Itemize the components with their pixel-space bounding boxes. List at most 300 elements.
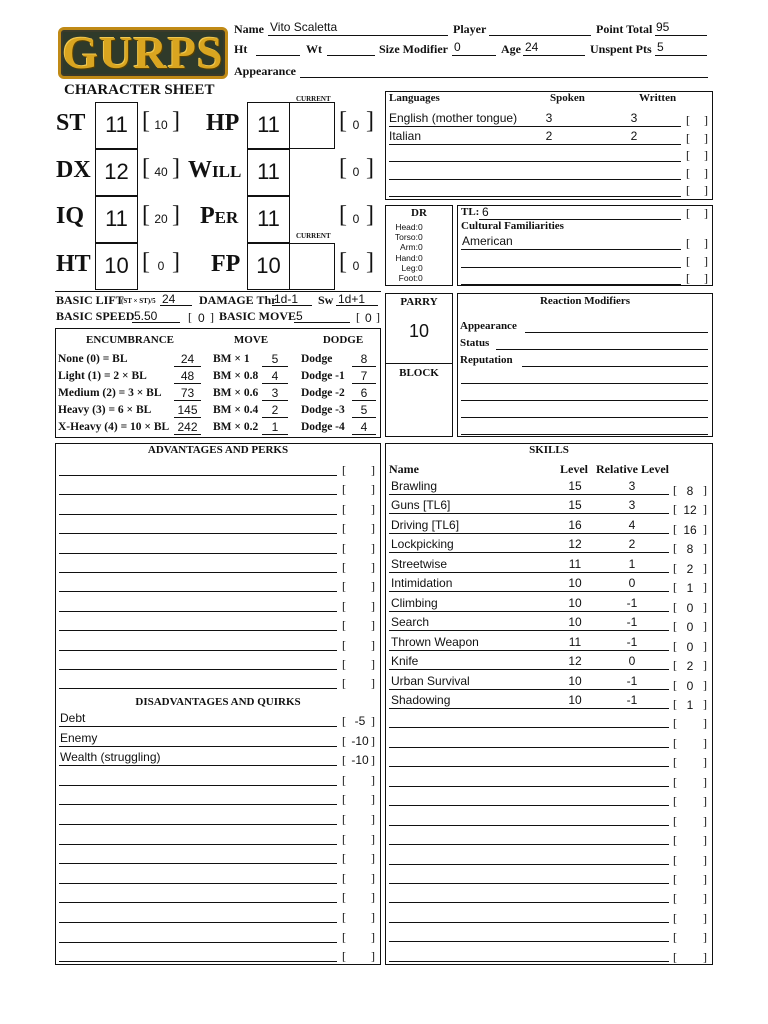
skill-level: 10	[568, 576, 582, 591]
advantage-line[interactable]	[59, 688, 337, 689]
divider-top	[55, 291, 381, 292]
skill-name: Shadowing	[391, 692, 451, 707]
current-label-top: CURRENT	[296, 95, 331, 103]
disadvantage-line[interactable]	[59, 785, 337, 786]
disadvantage-close-bracket: ]	[371, 753, 375, 768]
hp-current-box[interactable]	[289, 102, 335, 149]
skill-close-bracket: ]	[703, 638, 707, 653]
skill-level: 10	[568, 615, 582, 630]
skill-open-bracket: [	[673, 813, 677, 828]
advantage-close-bracket: ]	[371, 560, 375, 574]
basic-lift-value: 24	[162, 292, 176, 306]
dodge-value: 4	[360, 420, 368, 434]
dx-cost: 40	[154, 165, 168, 179]
move-field[interactable]	[262, 366, 288, 367]
disadvantage-name: Enemy	[60, 730, 98, 745]
ht-attr-label: HT	[56, 251, 91, 277]
skill-close-bracket: ]	[703, 794, 707, 809]
skill-close-bracket: ]	[703, 541, 707, 556]
skill-open-bracket: [	[673, 910, 677, 925]
basic-speed-cost: 0	[198, 311, 205, 325]
disadvantage-close-bracket: ]	[371, 949, 375, 964]
skill-close-bracket: ]	[703, 696, 707, 711]
disadvantage-line[interactable]	[59, 942, 337, 943]
encumbrance-bl-field[interactable]	[174, 417, 201, 418]
skill-name: Thrown Weapon	[391, 634, 479, 649]
parry-label: PARRY	[400, 296, 438, 308]
dr-location-value[interactable]: 0	[418, 242, 423, 253]
per-close-bracket: ]	[366, 202, 374, 228]
disadvantage-line[interactable]	[59, 824, 337, 825]
age-field[interactable]	[523, 55, 585, 56]
basic-move-close-bracket: ]	[376, 310, 380, 324]
move-field[interactable]	[262, 417, 288, 418]
skill-line[interactable]	[389, 572, 669, 573]
written-label: Written	[639, 92, 677, 104]
disadvantage-line[interactable]	[59, 726, 337, 727]
ht-close-bracket: ]	[172, 249, 180, 275]
cultural-close-bracket: ]	[704, 271, 708, 285]
move-formula-label: BM × 0.6	[213, 387, 259, 399]
skill-open-bracket: [	[673, 483, 677, 497]
advantage-open-bracket: [	[342, 560, 346, 574]
player-field[interactable]	[489, 35, 591, 36]
ht-cost: 0	[157, 259, 165, 273]
skill-relative: 3	[628, 479, 636, 493]
fp-cost: 0	[352, 259, 360, 273]
encumbrance-level-label: None (0) = BL	[58, 353, 128, 365]
skill-line[interactable]	[389, 766, 669, 767]
ht-label: Ht	[234, 42, 248, 56]
skill-close-bracket: ]	[703, 658, 707, 673]
disadvantage-line[interactable]	[59, 863, 337, 864]
disadvantage-line[interactable]	[59, 746, 337, 747]
skill-line[interactable]	[389, 864, 669, 865]
skill-relative: -1	[626, 634, 638, 649]
skill-line[interactable]	[389, 922, 669, 923]
unspent-value: 5	[657, 40, 664, 54]
advantage-line[interactable]	[59, 514, 337, 515]
skill-line[interactable]	[389, 902, 669, 903]
disadvantage-open-bracket: [	[342, 831, 346, 846]
st-cost: 10	[154, 118, 168, 132]
st-label: ST	[56, 110, 86, 136]
tl-close-bracket: ]	[704, 206, 708, 220]
language-line[interactable]	[389, 179, 681, 180]
reaction-status-label: Status	[460, 337, 490, 349]
skills-relative-label: Relative Level	[596, 462, 669, 476]
skill-close-bracket: ]	[703, 910, 707, 925]
disadvantage-open-bracket: [	[342, 910, 346, 924]
advantage-line[interactable]	[59, 591, 337, 592]
fp-label: FP	[211, 251, 241, 277]
iq-close-bracket: ]	[172, 202, 180, 228]
skill-open-bracket: [	[673, 774, 677, 789]
skill-open-bracket: [	[673, 599, 677, 614]
disadvantages-title: DISADVANTAGES AND QUIRKS	[135, 696, 301, 708]
language-open-bracket: [	[686, 130, 690, 145]
dr-location-label: Arm:	[400, 242, 418, 253]
skills-title: SKILLS	[529, 444, 569, 456]
skill-cost: 2	[686, 561, 694, 576]
ht-open-bracket: [	[142, 249, 150, 275]
iq-open-bracket: [	[142, 202, 150, 228]
dodge-formula-label: Dodge	[301, 353, 333, 365]
dodge-field[interactable]	[352, 434, 376, 435]
move-formula-label: BM × 0.2	[213, 421, 259, 433]
encumbrance-bl-value: 242	[177, 420, 198, 434]
disadvantage-line[interactable]	[59, 765, 337, 766]
unspent-field[interactable]	[655, 55, 707, 56]
dr-title: DR	[411, 207, 427, 219]
skill-open-bracket: [	[673, 755, 677, 770]
skill-line[interactable]	[389, 727, 669, 728]
dodge-formula-label: Dodge -2	[301, 387, 345, 399]
skill-close-bracket: ]	[703, 560, 707, 575]
language-written: 3	[630, 111, 638, 125]
point-total-label: Point Total	[596, 22, 653, 36]
hp-value: 11	[257, 112, 280, 137]
hp-cost: 0	[352, 118, 360, 132]
advantage-line[interactable]	[59, 572, 337, 573]
disadvantage-open-bracket: [	[342, 870, 346, 885]
move-field[interactable]	[262, 400, 288, 401]
unspent-label: Unspent Pts	[590, 42, 652, 56]
dr-location-value[interactable]: 0	[418, 222, 423, 232]
cultural-open-bracket: [	[686, 236, 690, 250]
disadvantage-line[interactable]	[59, 902, 337, 903]
advantage-line[interactable]	[59, 533, 337, 534]
age-value: 24	[525, 40, 539, 54]
reaction-reputation-field[interactable]	[522, 366, 708, 367]
skill-level: 11	[568, 634, 582, 649]
disadvantage-close-bracket: ]	[371, 910, 375, 924]
skill-line[interactable]	[389, 805, 669, 806]
st-open-bracket: [	[142, 108, 150, 134]
skill-open-bracket: [	[673, 658, 677, 673]
skill-line[interactable]	[389, 883, 669, 884]
skill-close-bracket: ]	[703, 677, 707, 692]
hp-open-bracket: [	[339, 108, 347, 134]
move-value: 4	[271, 369, 279, 383]
skill-relative: -1	[626, 595, 638, 610]
encumbrance-bl-field[interactable]	[174, 434, 201, 435]
disadvantage-open-bracket: [	[342, 851, 346, 866]
language-close-bracket: ]	[704, 130, 708, 145]
name-field[interactable]	[268, 35, 448, 36]
cultural-close-bracket: ]	[704, 253, 708, 268]
language-name: English (mother tongue)	[389, 111, 518, 125]
skill-level: 16	[568, 517, 582, 532]
languages-panel	[385, 91, 713, 200]
damage-label: DAMAGE Thr	[199, 293, 277, 307]
skill-open-bracket: [	[673, 560, 677, 575]
language-open-bracket: [	[686, 148, 690, 162]
skill-line[interactable]	[389, 611, 669, 612]
skill-line[interactable]	[389, 708, 669, 709]
disadvantage-line[interactable]	[59, 883, 337, 884]
size-modifier-value: 0	[454, 40, 461, 54]
move-value: 3	[271, 386, 279, 400]
disadvantage-close-bracket: ]	[371, 792, 375, 807]
skill-line[interactable]	[389, 513, 669, 514]
skill-open-bracket: [	[673, 619, 677, 634]
disadvantage-close-bracket: ]	[371, 890, 375, 905]
dodge-formula-label: Dodge -4	[301, 421, 345, 433]
skill-name: Brawling	[391, 479, 438, 493]
advantage-close-bracket: ]	[371, 579, 375, 594]
appearance-label: Appearance	[234, 64, 296, 78]
skill-close-bracket: ]	[703, 483, 707, 497]
skill-line[interactable]	[389, 494, 669, 495]
block-label: BLOCK	[399, 367, 439, 379]
dodge-value: 5	[360, 403, 368, 417]
skill-line[interactable]	[389, 941, 669, 942]
reaction-line[interactable]	[461, 400, 708, 401]
dodge-field[interactable]	[352, 400, 376, 401]
basic-lift-label: BASIC LIFT	[56, 293, 124, 307]
skill-line[interactable]	[389, 747, 669, 748]
skill-close-bracket: ]	[703, 521, 707, 536]
skill-line[interactable]	[389, 689, 669, 690]
skill-relative: 0	[628, 654, 636, 669]
disadvantage-open-bracket: [	[342, 812, 346, 826]
dr-location-label: Leg:	[401, 262, 418, 273]
move-header: MOVE	[233, 334, 269, 346]
disadvantage-open-bracket: [	[342, 772, 346, 787]
skill-cost: 12	[683, 503, 697, 518]
encumbrance-level-label: X-Heavy (4) = 10 × BL	[58, 421, 170, 433]
advantage-line[interactable]	[59, 650, 337, 651]
iq-value: 11	[105, 206, 128, 231]
will-value: 11	[257, 159, 280, 184]
skill-relative: 2	[628, 537, 636, 552]
skill-level: 12	[568, 537, 582, 552]
dodge-field[interactable]	[352, 366, 376, 367]
reaction-status-field[interactable]	[496, 349, 708, 350]
gurps-logo	[58, 27, 228, 79]
encumbrance-bl-value: 73	[180, 386, 195, 400]
point-total-field[interactable]	[655, 35, 707, 36]
skill-cost: 16	[683, 522, 697, 537]
fp-value: 10	[256, 253, 281, 278]
skill-name: Knife	[391, 654, 419, 669]
skill-open-bracket: [	[673, 696, 677, 711]
dr-location-label: Foot:	[398, 273, 418, 283]
advantage-open-bracket: [	[342, 598, 346, 613]
advantage-line[interactable]	[59, 611, 337, 612]
skill-open-bracket: [	[673, 794, 677, 809]
advantage-line[interactable]	[59, 475, 337, 476]
per-cost: 0	[352, 212, 360, 226]
advantage-close-bracket: ]	[371, 676, 375, 691]
skill-line[interactable]	[389, 669, 669, 670]
sw-label: Sw	[318, 293, 334, 307]
basic-move-label: BASIC MOVE	[219, 309, 297, 323]
skill-line[interactable]	[389, 552, 669, 553]
size-modifier-field[interactable]	[452, 55, 496, 56]
age-label: Age	[501, 42, 521, 56]
will-label: Will	[188, 157, 242, 183]
encumbrance-bl-field[interactable]	[174, 383, 201, 384]
current-label-bottom: CURRENT	[296, 232, 331, 240]
skill-level: 10	[568, 673, 582, 688]
thrust-value: 1d-1	[274, 292, 299, 306]
skill-open-bracket: [	[673, 833, 677, 848]
advantage-open-bracket: [	[342, 463, 346, 477]
skill-level: 10	[568, 692, 582, 707]
cultural-title: Cultural Familiarities	[461, 220, 564, 232]
disadvantage-line[interactable]	[59, 844, 337, 845]
move-value: 2	[271, 403, 279, 417]
encumbrance-bl-field[interactable]	[174, 366, 201, 367]
encumbrance-level-label: Heavy (3) = 6 × BL	[58, 404, 152, 416]
skill-name: Lockpicking	[391, 537, 454, 552]
will-open-bracket: [	[339, 155, 347, 181]
reaction-appearance-field[interactable]	[525, 332, 708, 333]
skill-relative: -1	[626, 692, 638, 707]
advantage-close-bracket: ]	[371, 501, 375, 516]
cultural-value: American	[462, 234, 513, 248]
skill-line[interactable]	[389, 825, 669, 826]
skills-name-label: Name	[389, 462, 419, 476]
skill-relative: -1	[626, 615, 638, 630]
tl-open-bracket: [	[686, 206, 690, 220]
advantage-close-bracket: ]	[371, 598, 375, 613]
cultural-open-bracket: [	[686, 271, 690, 285]
skill-open-bracket: [	[673, 716, 677, 731]
cultural-line[interactable]	[461, 284, 681, 285]
encumbrance-bl-value: 145	[177, 403, 198, 417]
disadvantage-line[interactable]	[59, 804, 337, 805]
skill-close-bracket: ]	[703, 580, 707, 595]
disadvantage-open-bracket: [	[342, 949, 346, 964]
appearance-field[interactable]	[300, 77, 708, 78]
skill-cost: 0	[686, 620, 694, 635]
reaction-line[interactable]	[461, 434, 708, 435]
basic-speed-close-bracket: ]	[210, 310, 214, 324]
disadvantage-close-bracket: ]	[371, 714, 375, 728]
dx-close-bracket: ]	[172, 155, 180, 181]
skill-line[interactable]	[389, 650, 669, 651]
dodge-field[interactable]	[352, 383, 376, 384]
language-spoken: 2	[545, 128, 553, 143]
skill-relative: 3	[628, 498, 636, 513]
skill-cost: 1	[686, 697, 694, 712]
dodge-field[interactable]	[352, 417, 376, 418]
basic-speed-value: 5.50	[134, 309, 158, 323]
encumbrance-bl-field[interactable]	[174, 400, 201, 401]
skill-line[interactable]	[389, 533, 669, 534]
skill-close-bracket: ]	[703, 891, 707, 906]
fp-current-box[interactable]	[289, 243, 335, 290]
skill-close-bracket: ]	[703, 852, 707, 867]
reaction-line[interactable]	[461, 417, 708, 418]
dr-location-value[interactable]: 0	[418, 252, 423, 263]
skill-name: Intimidation	[391, 576, 453, 591]
skill-close-bracket: ]	[703, 735, 707, 750]
st-close-bracket: ]	[172, 108, 180, 134]
skill-cost: 0	[686, 678, 694, 693]
skill-open-bracket: [	[673, 872, 677, 886]
language-spoken: 3	[545, 111, 553, 125]
skill-relative: 4	[628, 517, 636, 532]
skill-relative: 0	[628, 576, 636, 591]
skill-open-bracket: [	[673, 541, 677, 556]
skill-close-bracket: ]	[703, 813, 707, 828]
skill-line[interactable]	[389, 844, 669, 845]
encumbrance-level-label: Light (1) = 2 × BL	[58, 370, 147, 382]
skill-line[interactable]	[389, 786, 669, 787]
advantage-line[interactable]	[59, 669, 337, 670]
disadvantage-close-bracket: ]	[371, 831, 375, 846]
dodge-formula-label: Dodge -3	[301, 404, 345, 416]
encumbrance-bl-value: 48	[180, 369, 195, 383]
disadvantage-cost: -5	[354, 714, 366, 728]
dr-location-label: Hand:	[395, 252, 418, 263]
disadvantage-line[interactable]	[59, 961, 337, 962]
disadvantage-close-bracket: ]	[371, 772, 375, 787]
skill-close-bracket: ]	[703, 599, 707, 614]
cultural-line[interactable]	[461, 267, 681, 268]
skill-close-bracket: ]	[703, 872, 707, 886]
dr-location-value[interactable]: 0	[418, 232, 423, 243]
move-field[interactable]	[262, 434, 288, 435]
skill-line[interactable]	[389, 591, 669, 592]
parry-block-panel	[385, 293, 453, 437]
wt-field[interactable]	[327, 55, 375, 56]
dx-open-bracket: [	[142, 155, 150, 181]
advantage-line[interactable]	[59, 630, 337, 631]
dr-location-value[interactable]: 0	[418, 273, 423, 283]
language-line[interactable]	[389, 126, 681, 127]
ht-field[interactable]	[256, 55, 300, 56]
dr-location-value[interactable]: 0	[418, 262, 423, 273]
skill-line[interactable]	[389, 630, 669, 631]
disadvantage-close-bracket: ]	[371, 812, 375, 826]
language-line[interactable]	[389, 161, 681, 162]
dodge-header: DODGE	[322, 334, 364, 346]
tl-label: TL:	[461, 206, 480, 218]
iq-cost: 20	[154, 212, 168, 226]
per-value: 11	[257, 206, 280, 231]
player-label: Player	[453, 22, 487, 36]
disadvantage-open-bracket: [	[342, 733, 346, 748]
advantage-line[interactable]	[59, 553, 337, 554]
advantage-open-bracket: [	[342, 618, 346, 633]
cultural-line[interactable]	[461, 249, 681, 250]
language-line[interactable]	[389, 196, 681, 197]
skill-open-bracket: [	[673, 852, 677, 867]
skill-name: Search	[391, 615, 430, 630]
skill-close-bracket: ]	[703, 949, 707, 964]
size-modifier-label: Size Modifier	[379, 42, 448, 56]
disadvantage-open-bracket: [	[342, 929, 346, 944]
advantage-open-bracket: [	[342, 676, 346, 691]
advantage-close-bracket: ]	[371, 657, 375, 671]
skill-name: Climbing	[391, 595, 438, 610]
name-value: Vito Scaletta	[270, 20, 338, 34]
skill-line[interactable]	[389, 961, 669, 962]
advantage-open-bracket: [	[342, 501, 346, 516]
skill-cost: 0	[686, 600, 694, 615]
language-line[interactable]	[389, 144, 681, 145]
disadvantage-line[interactable]	[59, 922, 337, 923]
reaction-line[interactable]	[461, 383, 708, 384]
advantage-line[interactable]	[59, 494, 337, 495]
skill-open-bracket: [	[673, 735, 677, 750]
move-field[interactable]	[262, 383, 288, 384]
